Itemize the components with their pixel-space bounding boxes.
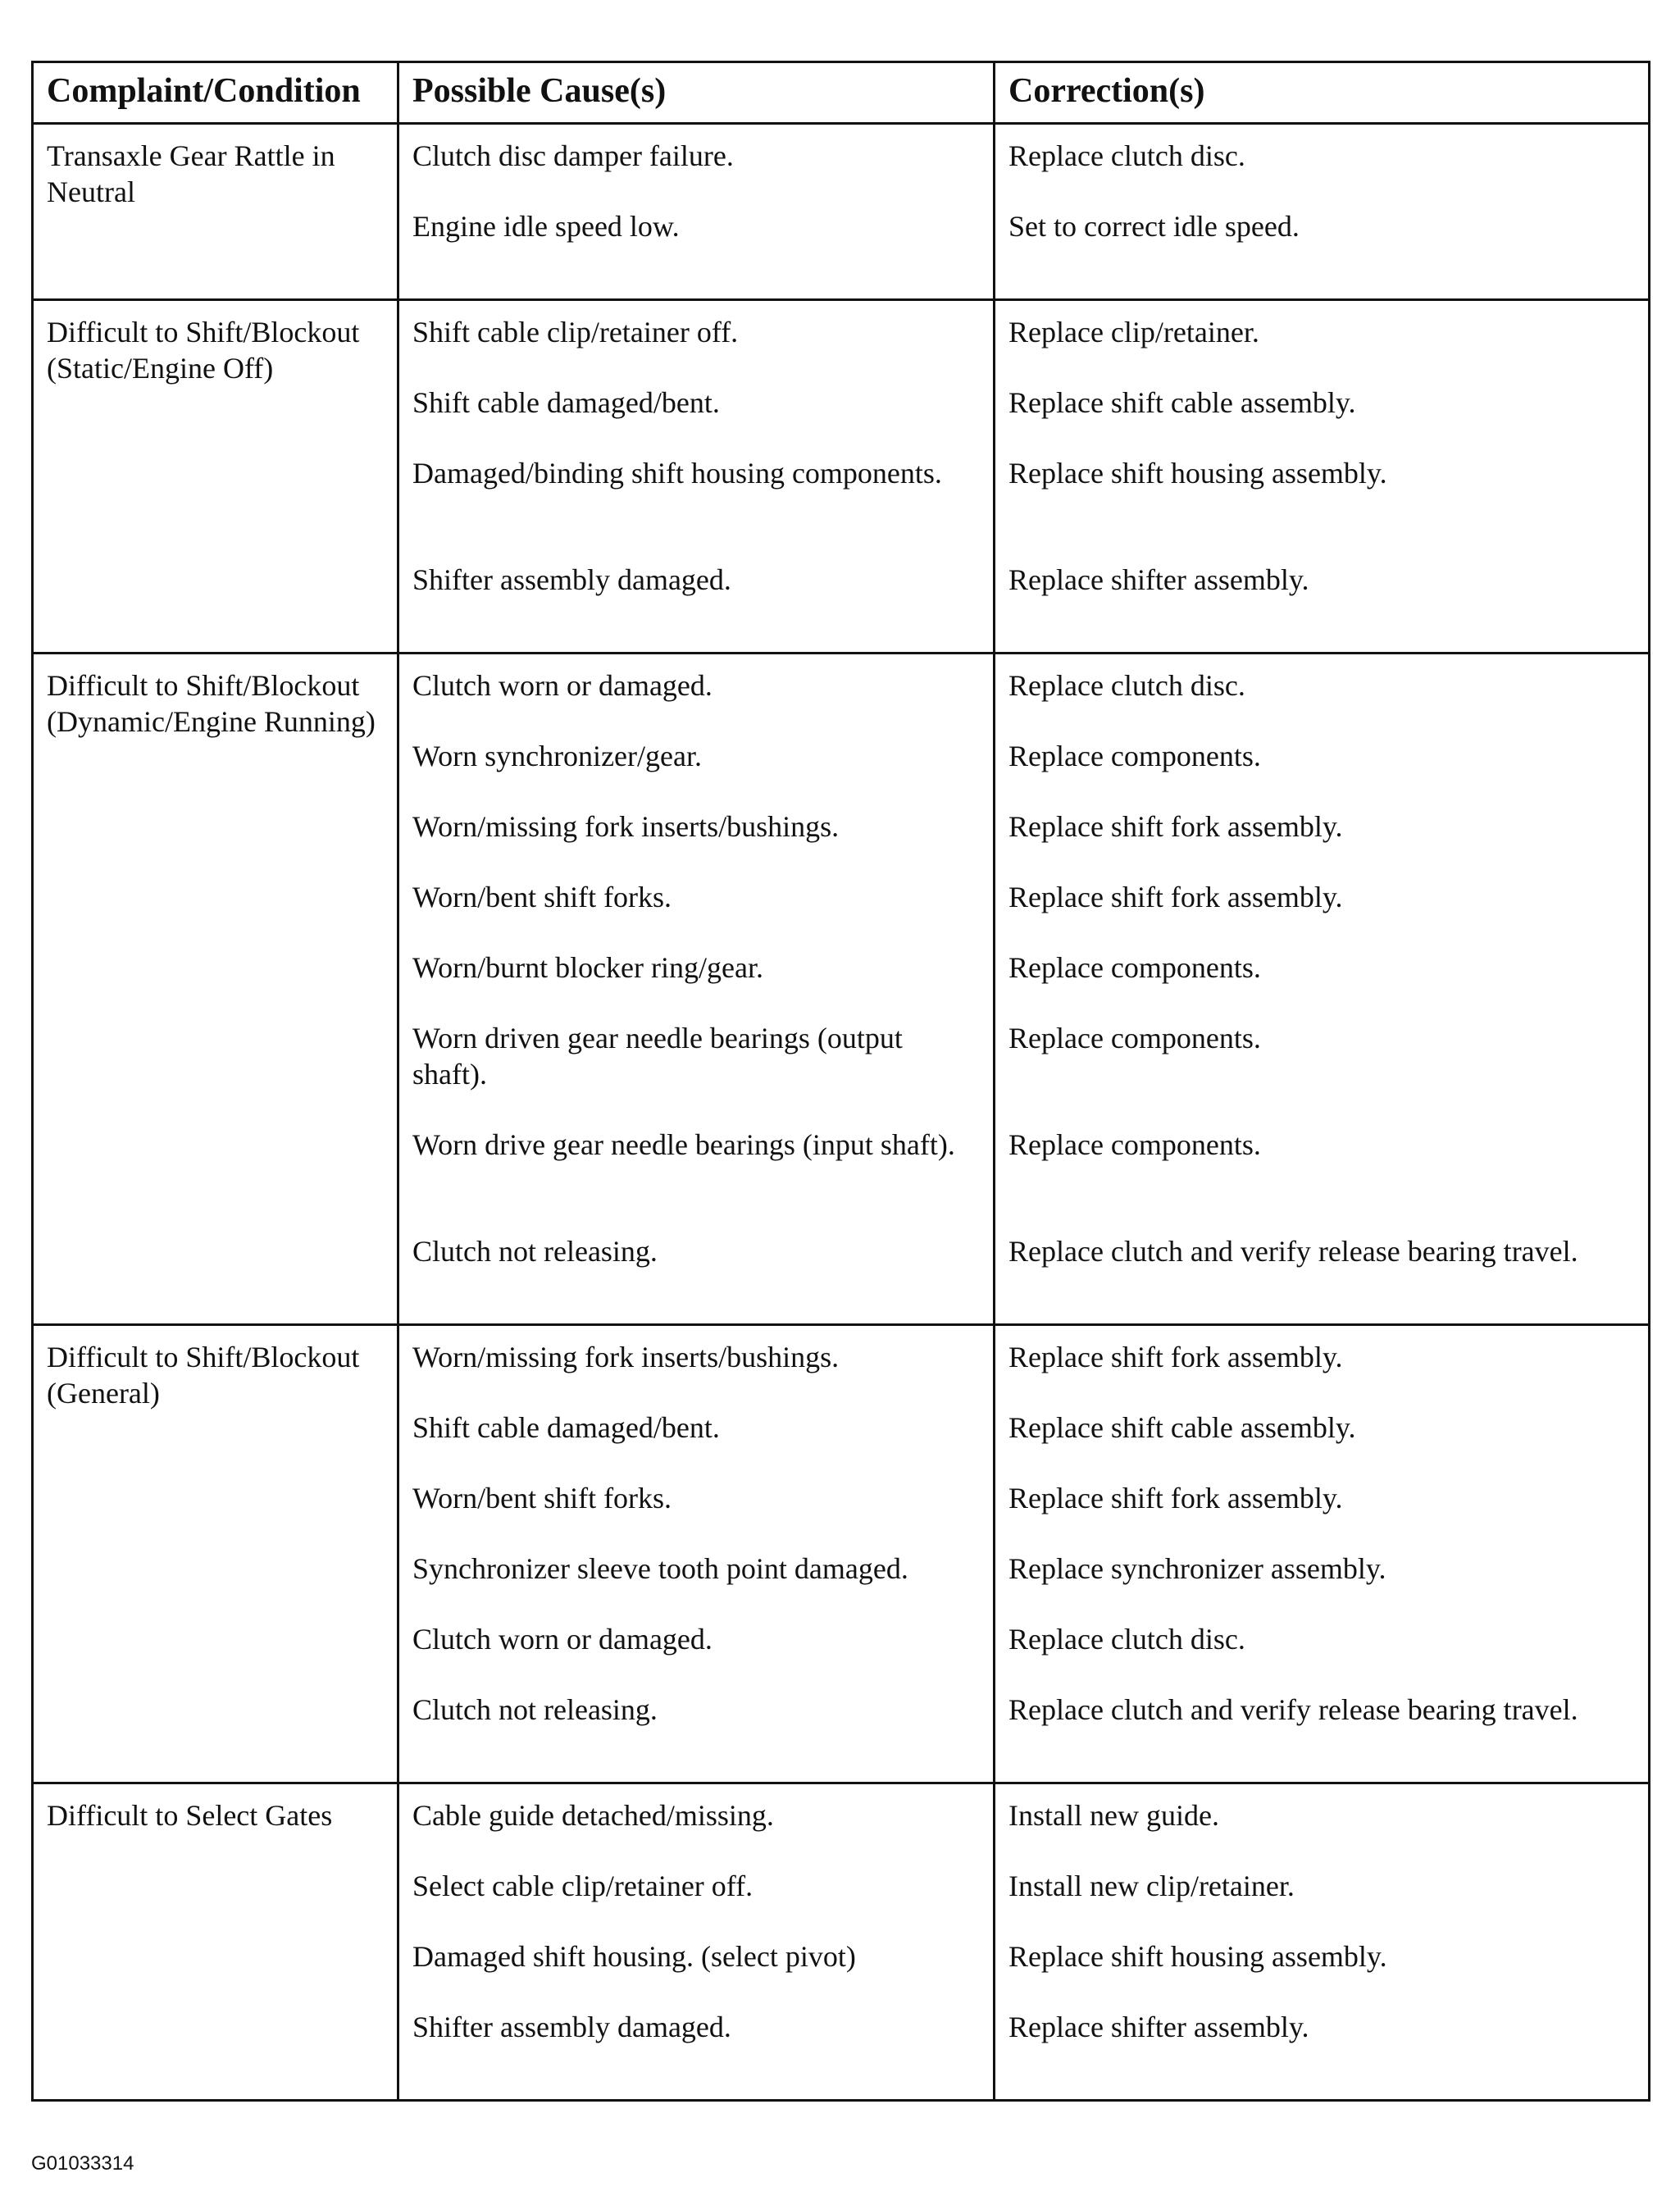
- cause-item: Damaged shift housing. (select pivot): [412, 1940, 856, 1973]
- correction-item: Replace shifter assembly.: [1008, 2011, 1309, 2043]
- correction-item: Replace components.: [1008, 740, 1261, 772]
- correction-cell: [995, 1325, 1650, 1783]
- cause-item: Worn/bent shift forks.: [412, 881, 672, 913]
- correction-item: Replace clutch and verify release bearing travel.: [1008, 1235, 1578, 1268]
- correction-item: Replace clutch and verify release bearing travel.: [1008, 1693, 1578, 1726]
- table-row: [33, 1783, 1650, 2101]
- correction-item: Install new clip/retainer.: [1008, 1870, 1295, 1902]
- correction-item: Replace clutch disc.: [1008, 1623, 1245, 1656]
- cause-item: Worn/missing fork inserts/bushings.: [412, 1341, 840, 1373]
- correction-item: Replace shift fork assembly.: [1008, 1341, 1343, 1373]
- correction-item: Replace shifter assembly.: [1008, 563, 1309, 596]
- cause-item: Clutch not releasing.: [412, 1235, 658, 1268]
- cause-item: Shifter assembly damaged.: [412, 563, 731, 596]
- cause-item: Shift cable damaged/bent.: [412, 1411, 720, 1444]
- correction-item: Replace shift fork assembly.: [1008, 810, 1343, 843]
- cause-item: Worn driven gear needle bearings (output shaft).: [412, 1022, 903, 1091]
- correction-item: Replace components.: [1008, 1022, 1261, 1054]
- cause-item: Shifter assembly damaged.: [412, 2011, 731, 2043]
- cell-spacer: [412, 2079, 981, 2099]
- correction-cell: [995, 300, 1650, 654]
- figure-id: G01033314: [31, 2152, 134, 2175]
- correction-item: Replace shift housing assembly.: [1008, 1940, 1387, 1973]
- cause-item: Worn/bent shift forks.: [412, 1482, 672, 1514]
- correction-cell: [995, 124, 1650, 300]
- correction-item: Replace shift fork assembly.: [1008, 1482, 1343, 1514]
- cause-item: Shift cable clip/retainer off.: [412, 316, 739, 348]
- cause-item: Synchronizer sleeve tooth point damaged.: [412, 1552, 908, 1585]
- cause-item: Engine idle speed low.: [412, 210, 680, 243]
- diagnosis-table: [31, 61, 1650, 2102]
- correction-item: Replace shift cable assembly.: [1008, 386, 1356, 419]
- header-correction: Correction(s): [995, 62, 1650, 124]
- cause-item: Worn/missing fork inserts/bushings.: [412, 810, 840, 843]
- header-row: [33, 62, 1650, 124]
- correction-cell: [995, 1783, 1650, 2101]
- cell-spacer: [1008, 1304, 1637, 1323]
- cell-spacer: [412, 279, 981, 298]
- correction-item: Replace shift housing assembly.: [1008, 457, 1387, 490]
- cause-item: Cable guide detached/missing.: [412, 1799, 774, 1832]
- cause-item: Clutch not releasing.: [412, 1693, 658, 1726]
- correction-item: Replace clutch disc.: [1008, 669, 1245, 702]
- correction-item: Set to correct idle speed.: [1008, 210, 1300, 243]
- cell-spacer: [1008, 1762, 1637, 1782]
- cause-cell: [398, 1325, 995, 1783]
- cell-spacer: [412, 632, 981, 652]
- cause-item: Worn drive gear needle bearings (input shaft).: [412, 1128, 955, 1161]
- cause-cell: [398, 1783, 995, 2101]
- cell-spacer: [1008, 632, 1637, 652]
- header-complaint: Complaint/Condition: [33, 62, 398, 124]
- cause-item: Shift cable damaged/bent.: [412, 386, 720, 419]
- condition-cell: Difficult to Select Gates: [33, 1783, 398, 2101]
- cell-spacer: [1008, 2079, 1637, 2099]
- table-row: [33, 654, 1650, 1325]
- condition-cell: Difficult to Shift/Blockout (Dynamic/Engine Running): [33, 654, 398, 1325]
- correction-item: Replace components.: [1008, 951, 1261, 984]
- cause-cell: [398, 654, 995, 1325]
- table-body: [33, 124, 1650, 2101]
- correction-item: Replace shift fork assembly.: [1008, 881, 1343, 913]
- cause-item: Worn synchronizer/gear.: [412, 740, 702, 772]
- condition-cell: Difficult to Shift/Blockout (Static/Engine Off): [33, 300, 398, 654]
- cause-item: Clutch worn or damaged.: [412, 669, 713, 702]
- cell-spacer: [412, 1762, 981, 1782]
- cause-item: Clutch worn or damaged.: [412, 1623, 713, 1656]
- condition-cell: Transaxle Gear Rattle in Neutral: [33, 124, 398, 300]
- correction-item: Replace clip/retainer.: [1008, 316, 1259, 348]
- cause-item: Select cable clip/retainer off.: [412, 1870, 753, 1902]
- table-row: [33, 1325, 1650, 1783]
- correction-item: Replace shift cable assembly.: [1008, 1411, 1356, 1444]
- condition-cell: Difficult to Shift/Blockout (General): [33, 1325, 398, 1783]
- table-row: [33, 124, 1650, 300]
- correction-item: Replace components.: [1008, 1128, 1261, 1161]
- correction-cell: [995, 654, 1650, 1325]
- cause-item: Clutch disc damper failure.: [412, 139, 734, 172]
- table-row: [33, 300, 1650, 654]
- cause-cell: [398, 124, 995, 300]
- correction-item: Replace synchronizer assembly.: [1008, 1552, 1386, 1585]
- cause-cell: [398, 300, 995, 654]
- correction-item: Replace clutch disc.: [1008, 139, 1245, 172]
- header-cause: Possible Cause(s): [398, 62, 995, 124]
- cell-spacer: [1008, 279, 1637, 298]
- correction-item: Install new guide.: [1008, 1799, 1219, 1832]
- cause-item: Worn/burnt blocker ring/gear.: [412, 951, 763, 984]
- cell-spacer: [412, 1304, 981, 1323]
- cause-item: Damaged/binding shift housing components.: [412, 457, 942, 490]
